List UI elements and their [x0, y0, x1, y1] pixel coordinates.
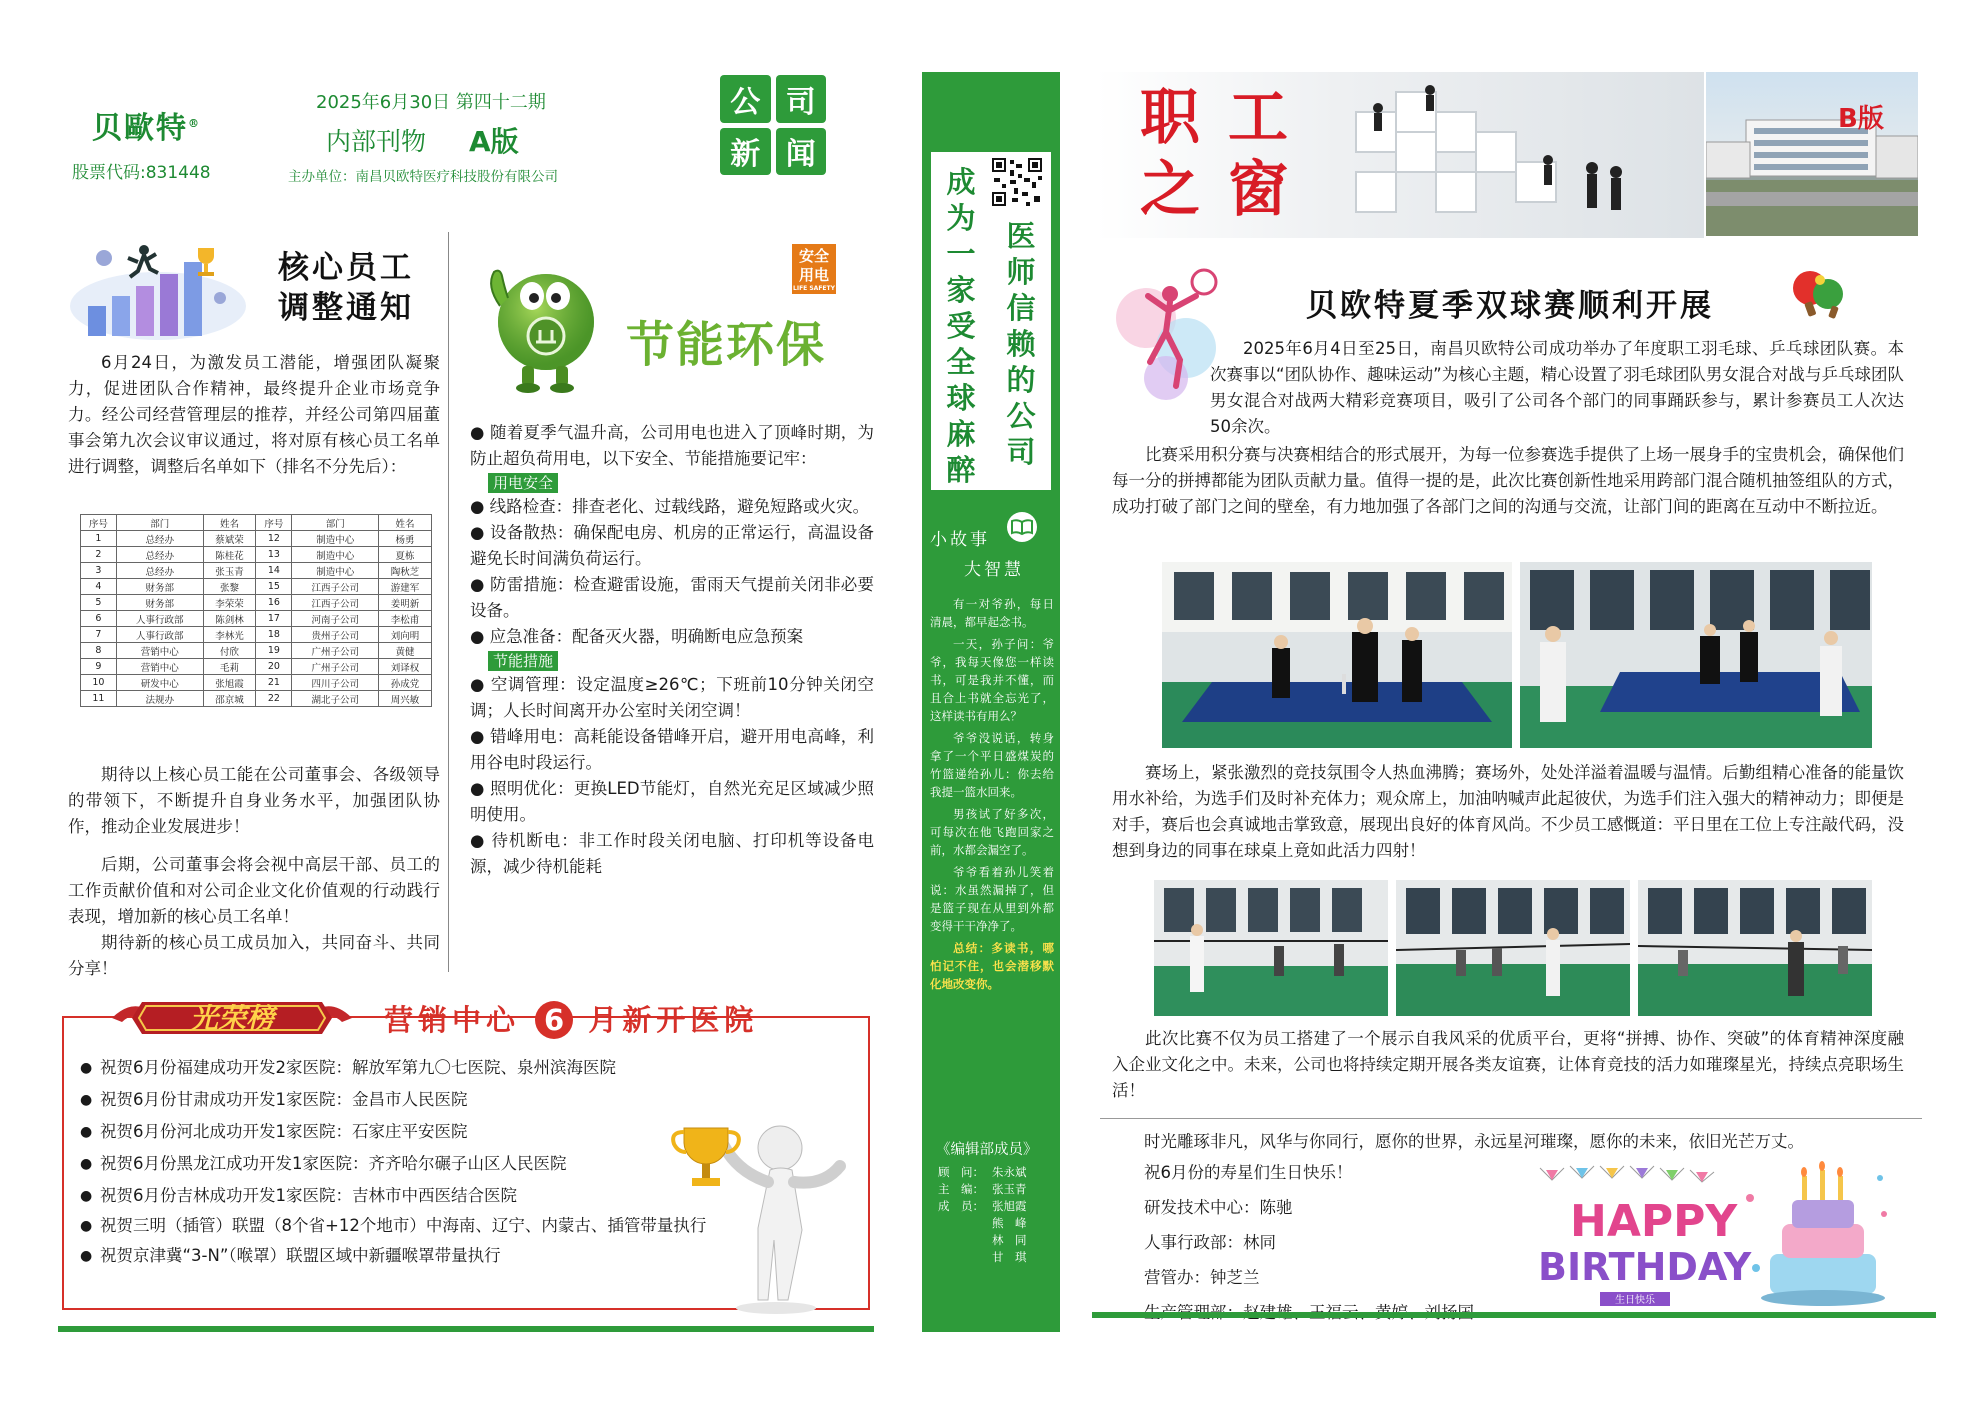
news-char: 公 [720, 75, 771, 123]
editor-name: 甘 琪 [992, 1250, 1027, 1264]
energy-safety-item: ● 防雷措施：检查避雷设施，雷雨天气提前关闭非必要设备。 [470, 575, 874, 620]
slogan-right: 医师信赖的公司 [1006, 219, 1036, 469]
table-cell: 四川子公司 [292, 675, 379, 691]
table-cell: 2 [81, 547, 117, 563]
table-cell: 李荣荣 [203, 595, 256, 611]
table-row [81, 659, 432, 675]
badminton-photo-2 [1396, 880, 1630, 1016]
editor-role: 顾 问： [938, 1165, 984, 1179]
energy-saving-item: ● 照明优化：更换LED节能灯，自然光充足区域减少照明使用。 [470, 779, 874, 824]
table-cell: 杨勇 [379, 531, 432, 547]
table-cell: 蔡斌荣 [203, 531, 256, 547]
core-title-line1: 核心员工 [278, 250, 414, 286]
table-cell: 付欣 [203, 643, 256, 659]
table-row [81, 563, 432, 579]
growth-chart-illustration [68, 236, 248, 344]
honor-list [80, 1052, 760, 1272]
table-cell: 孙成党 [379, 675, 432, 691]
table-cell: 4 [81, 579, 117, 595]
birthday-ribbon-text: 生日快乐 [1615, 1295, 1655, 1306]
staff-window-title [1140, 82, 1294, 226]
table-cell: 21 [256, 675, 292, 691]
table-cell: 总经办 [116, 531, 203, 547]
story-paragraph: 爷爷没说话，转身拿了一个平日盛煤炭的竹篮递给孙儿：你去给我提一篮水回来。 [930, 731, 1054, 799]
table-cell: 22 [256, 691, 292, 707]
book-icon [1004, 512, 1040, 542]
energy-saving-item: ● 空调管理：设定温度≥26℃；下班前10分钟关闭空调；人长时间离开办公室时关闭空调！ [470, 675, 874, 720]
happy-birthday-illustration [1530, 1158, 1890, 1310]
story-title-line2: 大智慧 [964, 560, 1024, 580]
table-row [81, 579, 432, 595]
table-cell: 夏栋 [379, 547, 432, 563]
badminton-photo-3 [1638, 880, 1872, 1016]
col-header: 序号 [81, 515, 117, 531]
table-row [81, 547, 432, 563]
core-staff-table [80, 514, 432, 707]
list-item: ● 祝贺6月份甘肃成功开发1家医院：金昌市人民医院 [80, 1084, 760, 1116]
table-cell: 姜明新 [379, 595, 432, 611]
energy-body [470, 420, 874, 880]
table-cell: 制造中心 [292, 531, 379, 547]
col-header: 部门 [116, 515, 203, 531]
table-cell: 1 [81, 531, 117, 547]
table-cell: 17 [256, 611, 292, 627]
table-cell: 3 [81, 563, 117, 579]
table-cell: 20 [256, 659, 292, 675]
issue-date: 2025年6月30日 第四十二期 [316, 92, 546, 113]
article-paragraph-3: 赛场上，紧张激烈的竞技氛围令人热血沸腾；赛场外，处处洋溢着温暖与温情。后勤组精心准备的能量饮用水补给，为选手们及时补充体力；观众席上，加油呐喊声此起彼伏，为选手们注入强大的精神动力；即便是对手，赛后也会真诚地击掌致意，展现出良好的体育风尚。不少员工感慨道：平日里在工位上专注敲代码，没想到身边的同事在球桌上竟如此活力四射！ [1112, 763, 1904, 860]
energy-intro: ● 随着夏季气温升高，公司用电也进入了顶峰时期，为防止超负荷用电，以下安全、节能措施要记牢： [470, 423, 874, 468]
tag-electric-safety: 用电安全 [488, 473, 558, 493]
article-paragraph-2: 比赛采用积分赛与决赛相结合的形式展开，为每一位参赛选手提供了上场一展身手的宝贵机会，确保他们每一分的拼搏都能为团队贡献力量。值得一提的是，此次比赛创新性地采用跨部门混合随机抽签组队的方式，成功打破了部门之间的壁垒，有力地加强了各部门之间的沟通与交流，让部门间的距离在互动中不断拉近。 [1112, 445, 1904, 516]
qr-code-icon [990, 156, 1044, 208]
honor-title-pre: 营销中心 [384, 1003, 521, 1037]
table-cell: 游建军 [379, 579, 432, 595]
table-row [81, 611, 432, 627]
table-cell: 14 [256, 563, 292, 579]
table-cell: 制造中心 [292, 563, 379, 579]
table-cell: 黄健 [379, 643, 432, 659]
core-outro-3: 期待新的核心员工成员加入，共同奋斗、共同分享！ [68, 933, 440, 978]
editor-row [938, 1249, 1058, 1266]
table-cell: 李林光 [203, 627, 256, 643]
table-cell: 营销中心 [116, 643, 203, 659]
win-title-char: 职 [1140, 83, 1206, 153]
story-body [930, 595, 1054, 997]
editor-row [938, 1232, 1058, 1249]
table-cell: 陈桂花 [203, 547, 256, 563]
table-cell: 周兴敏 [379, 691, 432, 707]
table-cell: 15 [256, 579, 292, 595]
trophy-figure-illustration [660, 1108, 850, 1318]
table-cell: 16 [256, 595, 292, 611]
list-item: ● 祝贺6月份吉林成功开发1家医院：吉林市中西医结合医院 [80, 1180, 760, 1212]
table-row [81, 531, 432, 547]
story-paragraph: 爷爷看着孙儿笑着说：水虽然漏掉了，但是篮子现在从里到外都变得干干净净了。 [930, 865, 1054, 933]
editor-row [938, 1215, 1058, 1232]
section-divider [1100, 1118, 1922, 1119]
table-cell: 广州子公司 [292, 659, 379, 675]
energy-saving-item: ● 待机断电：非工作时段关闭电脑、打印机等设备电源，减少待机能耗 [470, 831, 874, 876]
birthday-person: 营管办：钟芝兰 [1144, 1268, 1260, 1287]
table-cell: 13 [256, 547, 292, 563]
col-header: 序号 [256, 515, 292, 531]
table-header-row [81, 515, 432, 531]
story-title-line1: 小故事 [930, 530, 990, 550]
birthday-text: BIRTHDAY [1538, 1245, 1752, 1289]
badminton-photo-1 [1154, 880, 1388, 1016]
table-row [81, 595, 432, 611]
energy-saving-item: ● 错峰用电：高耗能设备错峰开启，避开用电高峰，利用谷电时段运行。 [470, 727, 874, 772]
editor-name: 张旭霞 [992, 1199, 1027, 1213]
news-char: 司 [776, 75, 827, 123]
table-cell: 财务部 [116, 595, 203, 611]
energy-safety-item: ● 线路检查：排查老化、过载线路，避免短路或火灾。 [470, 497, 870, 516]
editor-name: 熊 峰 [992, 1216, 1027, 1230]
table-cell: 人事行政部 [116, 611, 203, 627]
table-cell: 广州子公司 [292, 643, 379, 659]
honor-banner-text: 光荣榜 [189, 1002, 275, 1035]
news-char: 新 [720, 128, 771, 176]
list-item: ● 祝贺三明（插管）联盟（8个省+12个地市）中海南、辽宁、内蒙古、插管带量执行 [80, 1212, 760, 1240]
edition-a-label: A版 [469, 125, 519, 158]
col-header: 姓名 [379, 515, 432, 531]
core-outro-2: 后期，公司董事会将会视中高层干部、员工的工作贡献价值和对公司企业文化价值观的行动践行表现，增加新的核心员工名单！ [68, 855, 440, 926]
table-cell: 11 [81, 691, 117, 707]
table-cell: 7 [81, 627, 117, 643]
editor-title: 《编辑部成员》 [936, 1142, 1038, 1158]
bottom-rule-right [1092, 1312, 1936, 1318]
bottom-rule-left [58, 1326, 874, 1332]
honor-roll-banner [112, 992, 352, 1044]
editor-name: 朱永斌 [992, 1165, 1027, 1179]
list-item: ● 祝贺6月份黑龙江成功开发1家医院：齐齐哈尔碾子山区人民医院 [80, 1148, 760, 1180]
table-cell: 研发中心 [116, 675, 203, 691]
honor-title-num: 6 [535, 1001, 573, 1039]
table-row [81, 675, 432, 691]
col-header: 部门 [292, 515, 379, 531]
birthday-person: 研发技术中心：陈驰 [1144, 1198, 1293, 1217]
birthday-wish: 祝6月份的寿星们生日快乐！ [1144, 1163, 1353, 1182]
table-tennis-photo-2 [1520, 562, 1872, 748]
table-cell: 营销中心 [116, 659, 203, 675]
core-intro-text: 6月24日，为激发员工潜能，增强团队凝聚力，促进团队合作精神，最终提升企业市场竞争力。经公司经营管理层的推荐，并经公司第四届董事会第九次会议审议通过，将对原有核心员工名单进行调整，调整后名单如下（排名不分先后）： [68, 353, 440, 476]
column-divider [448, 232, 449, 972]
birthday-intro: 时光雕琢非凡，风华与你同行，愿你的世界，永远星河璀璨，愿你的未来，依旧光芒万丈。 [1144, 1132, 1804, 1151]
company-building-photo [1706, 72, 1918, 236]
stock-code: 股票代码:831448 [72, 163, 211, 183]
energy-title: 节能环保 [626, 317, 827, 373]
table-cell: 6 [81, 611, 117, 627]
table-cell: 法规办 [116, 691, 203, 707]
core-outro [68, 762, 440, 982]
editor-row [938, 1181, 1058, 1198]
safety-badge-text: 安全用电 [798, 247, 829, 284]
ping-pong-paddle-icon [1790, 268, 1846, 320]
editor-role [938, 1232, 992, 1249]
table-cell: 9 [81, 659, 117, 675]
core-title-line2: 调整通知 [278, 290, 414, 326]
table-row [81, 691, 432, 707]
table-cell: 刘译权 [379, 659, 432, 675]
story-paragraph: 有一对爷孙，每日清晨，都早起念书。 [930, 597, 1054, 629]
table-cell: 总经办 [116, 563, 203, 579]
editor-row [938, 1164, 1058, 1181]
birthday-person: 人事行政部：林同 [1144, 1233, 1276, 1252]
table-cell: 10 [81, 675, 117, 691]
col-header: 姓名 [203, 515, 256, 531]
energy-safety-item: ● 设备散热：确保配电房、机房的正常运行，高温设备避免长时间满负荷运行。 [470, 523, 874, 568]
article-paragraph-4: 此次比赛不仅为员工搭建了一个展示自我风采的优质平台，更将“拼搏、协作、突破”的体育精神深度融入企业文化之中。未来，公司也将持续定期开展各类友谊赛，让体育竞技的活力如璀璨星光，持续点亮职场生活！ [1112, 1029, 1904, 1100]
table-cell: 邵京城 [203, 691, 256, 707]
table-cell: 18 [256, 627, 292, 643]
win-title-char: 工 [1228, 83, 1294, 153]
story-paragraph: 男孩试了好多次，可每次在他飞跑回家之前，水都会漏空了。 [930, 807, 1054, 857]
energy-mascot-illustration [476, 246, 606, 394]
table-row [81, 643, 432, 659]
slogan-left: 成为一家受全球麻醉 [946, 165, 976, 487]
table-cell: 5 [81, 595, 117, 611]
table-cell: 江西子公司 [292, 595, 379, 611]
internal-publication-label: 内部刊物 [326, 127, 427, 156]
safety-badge-sub: LIFE SAFETY [793, 285, 835, 292]
story-moral: 总结：多读书，哪怕记不住，也会潜移默化地改变你。 [930, 941, 1054, 991]
table-cell: 河南子公司 [292, 611, 379, 627]
company-logo: 贝歐特® [92, 111, 201, 146]
table-cell: 总经办 [116, 547, 203, 563]
article-paragraph-1: 2025年6月4日至25日，南昌贝欧特公司成功举办了年度职工羽毛球、乒乓球团队赛。本次赛事以“团队协作、趣味运动”为核心主题，精心设置了羽毛球团队男女混合对战与乒乓球团队男女混合对战两大精彩竞赛项目，吸引了公司各个部门的同事踊跃参与，累计参赛员工人次达50余次。 [1210, 339, 1904, 436]
table-cell: 张黎 [203, 579, 256, 595]
editor-role: 主 编： [938, 1182, 984, 1196]
table-cell: 刘向明 [379, 627, 432, 643]
table-cell: 陶秋芝 [379, 563, 432, 579]
table-cell: 8 [81, 643, 117, 659]
table-cell: 人事行政部 [116, 627, 203, 643]
editor-name: 林 同 [992, 1233, 1027, 1247]
news-char: 闻 [776, 128, 827, 176]
table-cell: 湖北子公司 [292, 691, 379, 707]
happy-text: HAPPY [1570, 1196, 1738, 1247]
edition-b-label: B版 [1838, 104, 1884, 134]
honor-title-post: 月新开医院 [588, 1003, 759, 1037]
table-cell: 毛莉 [203, 659, 256, 675]
core-staff-title [278, 248, 414, 328]
table-cell: 19 [256, 643, 292, 659]
win-title-char: 之 [1140, 155, 1206, 225]
table-cell: 制造中心 [292, 547, 379, 563]
editor-role [938, 1249, 992, 1266]
table-row [81, 627, 432, 643]
safety-badge [792, 244, 836, 294]
table-cell: 江西子公司 [292, 579, 379, 595]
table-cell: 贵州子公司 [292, 627, 379, 643]
editor-row [938, 1198, 1058, 1215]
table-cell: 张旭霞 [203, 675, 256, 691]
company-news-badge [720, 75, 826, 175]
article-title: 贝欧特夏季双球赛顺利开展 [1306, 288, 1714, 324]
editor-name: 张玉青 [992, 1182, 1027, 1196]
table-cell: 12 [256, 531, 292, 547]
table-tennis-photo-1 [1162, 562, 1512, 748]
tag-energy-saving: 节能措施 [488, 651, 558, 671]
table-cell: 张玉青 [203, 563, 256, 579]
editor-list [938, 1164, 1058, 1266]
honor-roll-title [384, 998, 758, 1039]
list-item: ● 祝贺6月份福建成功开发2家医院：解放军第九〇七医院、泉州滨海医院 [80, 1052, 760, 1084]
win-title-char: 窗 [1228, 155, 1294, 225]
list-item: ● 祝贺6月份河北成功开发1家医院：石家庄平安医院 [80, 1116, 760, 1148]
table-cell: 李松甫 [379, 611, 432, 627]
core-outro-1: 期待以上核心员工能在公司董事会、各级领导的带领下，不断提升自身业务水平，加强团队协作，推动企业发展进步！ [68, 765, 440, 836]
story-paragraph: 一天，孙子问：爷爷，我每天像您一样读书，可是我并不懂，而且合上书就全忘光了，这样读书有用么？ [930, 637, 1054, 723]
table-cell: 陈剑林 [203, 611, 256, 627]
editor-role [938, 1215, 992, 1232]
table-cell: 财务部 [116, 579, 203, 595]
energy-safety-item: ● 应急准备：配备灭火器，明确断电应急预案 [470, 627, 804, 646]
list-item: ● 祝贺京津冀“3-N”（喉罩）联盟区域中新疆喉罩带量执行 [80, 1240, 760, 1272]
editor-role: 成 员： [938, 1199, 984, 1213]
host-organization: 主办单位：南昌贝欧特医疗科技股份有限公司 [288, 169, 558, 185]
